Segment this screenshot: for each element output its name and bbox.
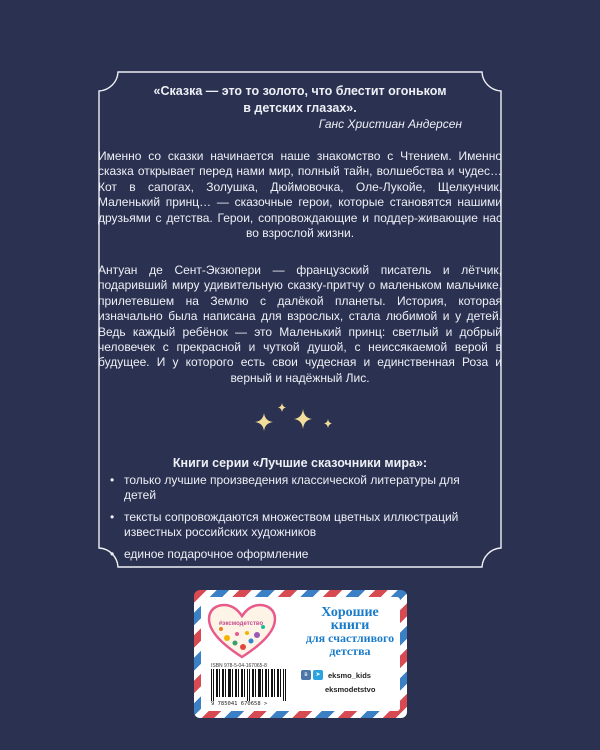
list-item-text: единое подарочное оформление [124, 546, 309, 561]
social-row-kids [301, 670, 375, 680]
heart-logo-icon [207, 603, 277, 659]
sparkle-stars-icon [248, 399, 352, 439]
list-item [110, 510, 490, 541]
bullet-dot: • [110, 473, 115, 487]
barcode-icon [211, 669, 291, 701]
bullet-dot: • [110, 509, 115, 524]
slogan-line-1: Хорошие [321, 605, 379, 620]
stamp-inner [201, 597, 400, 711]
isbn-label: ISBN 978-5-04-167065-8 [211, 663, 267, 669]
quote [98, 83, 502, 117]
bullet-dot: • [110, 546, 115, 561]
social-handle-kids: eksmo_kids [328, 670, 371, 680]
slogan-line-2: книги [330, 617, 370, 633]
social-links [301, 670, 375, 699]
list-item-text: тексты сопровождаются множеством цветных иллюстраций известных российских художников [124, 509, 459, 540]
quote-line-2: в детских глазах». [243, 101, 357, 115]
paragraph-exupery: Антуан де Сент-Экзюпери — французский писатель и лётчик, подаривший миру удивительную сказку-притчу о маленьком мальчике, прилетевшем на Землю с далёкой планеты. История, которая изначально была написана для взрослых, стала любимой и у детей. Ведь каждый ребёнок — это Маленький принц: светлый и добрый человечек с прекрасной и чуткой душой, с неиссякаемой верой в будущее. И у которого есть свои чудесная и единственная Роза и верный и надёжный Лис. [98, 263, 502, 385]
brand-hashtag: #эксмодетство [218, 621, 264, 627]
vk-icon: в [301, 670, 311, 680]
list-item [110, 473, 490, 504]
series-list [110, 473, 490, 568]
quote-author: Ганс Христиан Андерсен [318, 117, 462, 131]
social-row-detstvo [301, 685, 375, 694]
list-item-text: только лучшие произведения классической литературы для детей [124, 473, 460, 503]
list-item [110, 547, 490, 562]
slogan [305, 607, 395, 657]
text-frame [98, 71, 502, 568]
series-title: Книги серии «Лучшие сказочники мира»: [172, 456, 428, 470]
quote-line-1: «Сказка — это то золото, что блестит огоньком [153, 84, 447, 98]
social-handle-detstvo: eksmodetstvo [325, 685, 376, 694]
paragraph-intro: Именно со сказки начинается наше знакомство с Чтением. Именно сказка открывает перед нами мир, полный тайн, волшебства и чудес… Кот в сапогах, Золушка, Дюймовочка, Оле-Лукойе, Щелкунчик, Маленький принц… — сказочные герои, которые становятся нашими друзьями с детства. Герои, сопровождающие и поддер-живающие нас во взрослой жизни. [98, 149, 502, 241]
telegram-icon: ➤ [313, 670, 323, 680]
slogan-line-4: детства [329, 643, 371, 658]
publisher-stamp [194, 590, 407, 718]
slogan-line-3: для счастливого [305, 631, 395, 645]
isbn-digits: 9 785041 670658 > [211, 701, 268, 707]
